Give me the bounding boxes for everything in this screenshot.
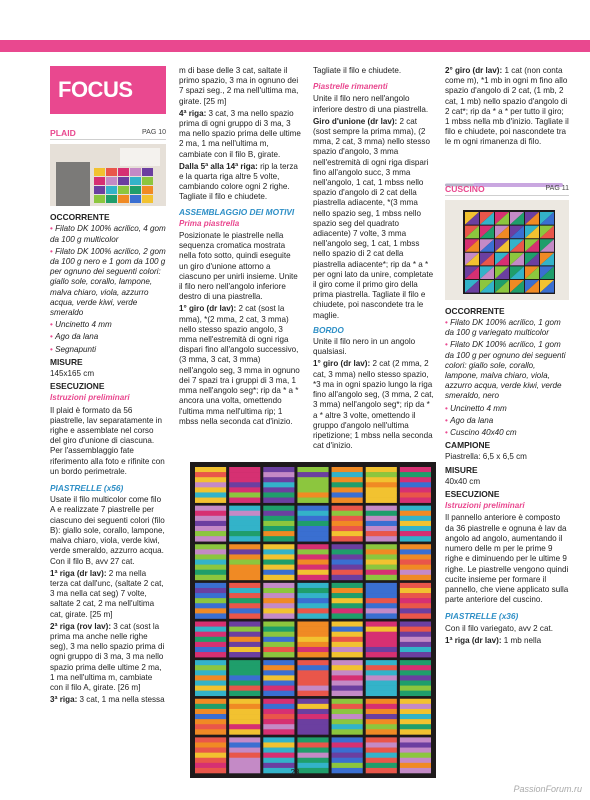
riga2-label: 2ª riga (rov lav): (50, 621, 112, 631)
blanket-image (190, 462, 436, 778)
c-riga1-text: 1 mb nella (503, 635, 542, 645)
blanket-square (263, 544, 294, 580)
occorrente-item (445, 404, 569, 414)
bullet-icon: • (50, 246, 56, 256)
blanket-square (297, 622, 328, 658)
occorrente-item (445, 416, 569, 426)
occorrente-text: Filato DK 100% acrilico, 1 gom da 100 g variegato multicolor (445, 318, 561, 338)
blanket-square (366, 467, 397, 503)
occorrente-text: Filato DK 100% acrilico, 1 gom da 100 g per ognuno dei seguenti colori: giallo sole, corallo, lampone, malva chiaro, viola, azzurro acqua, verde kiwi, verde smeraldo, nero (445, 340, 566, 401)
bullet-icon: • (445, 428, 451, 438)
blanket-square (229, 544, 260, 580)
blanket-square (229, 583, 260, 619)
blanket-square (400, 660, 431, 696)
blanket-square (297, 699, 328, 735)
occorrente-title: OCCORRENTE (50, 212, 110, 223)
blanket-square (229, 622, 260, 658)
bordo-giro-text: 2 cat (2 mma, 2 cat, 3 mma) nello stesso spazio, *3 ma in ogni spazio lungo la riga fino all'angolo seg, (3 mma, 2 cat, 3 mma) nell'angolo seg*; rip da * a * altre 3 volte, omettendo il gruppo d'angolo nell'ultima ripetizione; 1 mbss nella seconda cat d'inizio. (313, 359, 434, 451)
occorrente-item (445, 428, 569, 438)
blanket-square (332, 699, 363, 735)
col2-cont: m di base delle 3 cat, saltate il primo spazio, 3 ma in ognuno dei 7 spazi seg., 2 ma nell'ultima ma, girate. [25 m] (179, 66, 299, 106)
piastrelle-intro: Usate il filo multicolor come filo A e realizzate 7 piastrelle per ciascuno dei seguenti colori (filo B): giallo sole, corallo, lampone, malva chiaro, viola, verde kiwi, verde smeraldo, azzurro acqua. Con il filo B, avv 27 cat. (50, 495, 165, 566)
occorrente-text: Segnapunti (55, 344, 97, 354)
plaid-photo (50, 144, 166, 206)
riga2 (50, 622, 166, 693)
blanket-square (400, 544, 431, 580)
blanket-square (332, 506, 363, 542)
blanket-square (297, 583, 328, 619)
blanket-square (366, 699, 397, 735)
bordo-giro (313, 359, 435, 451)
giro-unione-text: 2 cat (sost sempre la prima mma), (2 mma, 2 cat, 3 mma) nello stesso spazio d'angolo, 3 mma nell'estremità di ogni riga dispari fino all'angolo succ, 3 mma nell'angolo, 1 cat, 1 mbss nello spazio d'angolo di 2 cat della piastrella adiacente, *(3 mma nello spazio seg, 1 mbss nello spazio seg del quadrato adiacente) 7 volte, 3 mma nell'angolo seg, 1 cat, 1 mbss nello spazio di 2 cat della piastrella adiacente*; rip da * a * per ogni lato da unire, completate il giro come il primo giro della prima piastrella. Tagliate il filo e chiudete, poi nascondete tra le maglie. (313, 116, 434, 320)
column-4 (445, 66, 569, 648)
occorrente-item (50, 332, 166, 342)
blanket-square (229, 467, 260, 503)
giro2-text: 1 cat (non conta come m), *1 mb in ogni m fino allo spazio d'angolo di 2 cat, (1 mb, 2 cat, 1 mb) nello spazio d'angolo di 2 cat*; rip da * a * per tutto il giro; 1 mbss nella mb d'inizio. Tagliate il filo e chiudete, poi nascondete tra le m ogni rimanenza di filo. (445, 66, 569, 147)
blanket-square (332, 660, 363, 696)
istruzioni-title: Istruzioni preliminari (50, 393, 130, 403)
blanket-square (263, 583, 294, 619)
page-number: 28 (290, 768, 300, 777)
bullet-icon: • (50, 320, 56, 330)
col3-cont: Tagliate il filo e chiudete. (313, 66, 402, 75)
bullet-icon: • (50, 224, 56, 234)
occorrente-text: Cuscino 40x40 cm (450, 428, 517, 438)
blanket-square (263, 506, 294, 542)
blanket-square (366, 506, 397, 542)
blanket-square (195, 622, 226, 658)
assemblaggio-title: ASSEMBLAGGIO DEI MOTIVI (179, 206, 295, 217)
c-occorrente-list (445, 318, 569, 438)
blanket-square (400, 506, 431, 542)
occorrente-item (50, 320, 166, 330)
blanket-square (263, 699, 294, 735)
blanket-square (332, 544, 363, 580)
prima-text: Posizionate le piastrelle nella sequenza cromatica mostrata nella foto sotto, quindi eseguite un giro d'unione attorno a ciascuno per unirli insieme. Unite il filo nero nell'angolo inferiore destro di una piastrella. (179, 231, 298, 302)
blanket-square (400, 583, 431, 619)
occorrente-text: Uncinetto 4 mm (450, 403, 507, 413)
blanket-square (366, 622, 397, 658)
riga3-label: 3ª riga: (50, 695, 78, 705)
occorrente-text: Ago da lana (55, 332, 99, 342)
c-esecuzione-title: ESECUZIONE (445, 489, 500, 500)
blanket-square (400, 467, 431, 503)
c-piastrelle-title: PIASTRELLE (x36) (445, 611, 519, 622)
occorrente-text: Filato DK 100% acrilico, 4 gom da 100 g multicolor (50, 224, 166, 244)
occorrente-item (50, 247, 166, 318)
blanket-square (332, 583, 363, 619)
campione-title: CAMPIONE (445, 440, 491, 451)
riga5-text: rip la terza e la quarta riga altre 5 volte, cambiando colore ogni 2 righe. Tagliate il filo e chiudete. (179, 161, 298, 202)
c-riga1 (445, 636, 569, 646)
bullet-icon: • (445, 318, 451, 328)
riga4 (179, 109, 301, 160)
bordo-giro-label: 1° giro (dr lav): (313, 359, 371, 369)
riga3-text: 3 cat, 1 ma nella stessa (79, 695, 165, 705)
blanket-square (366, 660, 397, 696)
blanket-square (229, 699, 260, 735)
cuscino-page-ref: PAG 11 (545, 184, 569, 192)
campione-value: Piastrella: 6,5 x 6,5 cm (445, 452, 527, 462)
bullet-icon: • (445, 340, 451, 350)
riga1-label: 1ª riga (dr lav): (50, 568, 107, 578)
blanket-square (332, 467, 363, 503)
bullet-icon: • (50, 344, 56, 354)
column-plaid (50, 66, 166, 707)
column-2 (179, 66, 301, 429)
blanket-square (366, 544, 397, 580)
bordo-title: BORDO (313, 324, 344, 335)
column-3 (313, 66, 435, 453)
riga4-text: 3 cat, 3 ma nello spazio prima di ogni gruppo di 3 ma, 3 ma nello spazio prima delle ultime 2 ma, 1 ma nell'ultima m, cambiate con il filo B, girate. (179, 108, 301, 159)
c-misure-title: MISURE (445, 464, 478, 475)
misure-title: MISURE (50, 356, 83, 367)
giro-unione-label: Giro d'unione (dr lav): (313, 116, 398, 126)
giro1 (179, 304, 301, 426)
blanket-square (263, 622, 294, 658)
istruzioni-text: Il plaid è formato da 56 piastrelle, lav separatamente in righe e assemblate nel corso del giro d'unione di ciascuna. Per l'assemblaggio fate riferimento alla foto e rifinite con un bordo perimetrale. (50, 405, 165, 476)
watermark: PassionForum.ru (513, 784, 582, 794)
c-misure-value: 40x40 cm (445, 476, 481, 486)
occorrente-text: Uncinetto 4 mm (55, 320, 112, 330)
c-occorrente-title: OCCORRENTE (445, 305, 505, 316)
bullet-icon: • (50, 332, 56, 342)
occorrente-list (50, 224, 166, 354)
riga5-label: Dalla 5ª alla 14ª riga: (179, 161, 258, 171)
riga1-text: 2 ma nella terza cat dall'unc, (saltate 2 cat, 3 ma nella cat seg) 7 volte, saltate 2 cat, 2 ma nell'ultima cat, girate. [25 m] (50, 568, 164, 619)
prima-title: Prima piastrella (179, 218, 240, 228)
blanket-square (332, 622, 363, 658)
occorrente-text: Ago da lana (450, 415, 494, 425)
blanket-square (297, 506, 328, 542)
c-piastrelle-text: Con il filo variegato, avv 2 cat. (445, 623, 553, 633)
riga4-label: 4ª riga: (179, 108, 207, 118)
cuscino-title: CUSCINO (445, 183, 485, 194)
blanket-square (297, 467, 328, 503)
blanket-square (400, 622, 431, 658)
piastrelle-title: PIASTRELLE (x56) (50, 483, 124, 494)
bullet-icon: • (445, 403, 451, 413)
riga5 (179, 162, 301, 203)
blanket-square (229, 660, 260, 696)
cuscino-title-row (445, 184, 569, 196)
blanket-square (195, 544, 226, 580)
occorrente-item (50, 345, 166, 355)
occorrente-item (445, 318, 569, 338)
top-color-bar (0, 40, 590, 52)
rimanenti-text: Unite il filo nero nell'angolo inferiore destro di una piastrella. (313, 94, 429, 114)
giro1-text: 2 cat (sost la mma), *(2 mma, 2 cat, 3 mma) nello stesso spazio angolo, 3 mma nell'estremità di ogni riga dispari fino all'angolo successivo, (3 mma, 3 cat, 3 mma) nell'angolo seg, 3 mma in ognuno dei 7 spazi tra i gruppi di 3 ma, 1 mma nell'angolo seg*; rip da * a * ancora una volta, omettendo l'ultima mma nell'ultima rip; 1 mbss nella seconda cat d'inizio. (179, 304, 300, 426)
c-istruzioni-title: Istruzioni preliminari (445, 501, 525, 511)
rimanenti-title: Piastrelle rimanenti (313, 82, 388, 92)
blanket-square (366, 583, 397, 619)
c-riga1-label: 1ª riga (dr lav): (445, 635, 502, 645)
occorrente-text: Filato DK 100% acrilico, 2 gom da 100 g nero e 1 gom da 100 g per ognuno dei seguenti colori: giallo sole, corallo, lampone, malva chiaro, viola, azzurro acqua, verde kiwi, verde smeraldo (50, 246, 166, 318)
c-istruzioni-text: Il pannello anteriore è composto da 36 piastrelle e ognuna è lav da angolo ad angolo, aumentando il numero delle m per le prime 9 righe e diminuendo per le ultime 9 righe. Le piastrelle vengono quindi cucite insieme per formare il pannello, che viene applicato sulla parte anteriore del cuscino. (445, 513, 569, 605)
blanket-square (297, 544, 328, 580)
section-header-focus: FOCUS (50, 66, 166, 114)
giro2 (445, 66, 569, 148)
riga1 (50, 569, 166, 620)
giro1-label: 1° giro (dr lav): (179, 304, 237, 314)
blanket-square (195, 660, 226, 696)
plaid-title-row (50, 128, 166, 140)
blanket-square (195, 699, 226, 735)
giro2-label: 2° giro (dr lav): (445, 66, 503, 75)
cuscino-photo-image (445, 200, 569, 300)
riga3 (50, 695, 166, 705)
blanket-square (400, 699, 431, 735)
blanket-square (297, 660, 328, 696)
blanket-square (195, 506, 226, 542)
blanket-square (263, 467, 294, 503)
plaid-photo-image (50, 144, 166, 206)
blanket-square (229, 506, 260, 542)
bordo-text: Unite il filo nero in un angolo qualsiasi. (313, 337, 416, 357)
esecuzione-title: ESECUZIONE (50, 381, 105, 392)
cuscino-photo (445, 200, 569, 300)
riga2-text: 3 cat (sost la prima ma anche nelle righe seg), 3 ma nello spazio prima di ogni gruppo di 3 ma, 3 ma nello spazio prima delle ultime 2 ma, 1 ma nell'ultima m, cambiate con il filo A, girate. [26 m] (50, 621, 165, 692)
blanket-square (263, 660, 294, 696)
bullet-icon: • (445, 415, 451, 425)
plaid-page-ref: PAG 10 (142, 129, 166, 136)
plaid-title: PLAID (50, 128, 76, 138)
misure-value: 145x165 cm (50, 369, 95, 379)
occorrente-item (50, 224, 166, 244)
giro-unione (313, 117, 435, 321)
occorrente-item (445, 340, 569, 401)
blanket-square (195, 467, 226, 503)
blanket-square (195, 583, 226, 619)
blanket-photo (190, 462, 436, 778)
